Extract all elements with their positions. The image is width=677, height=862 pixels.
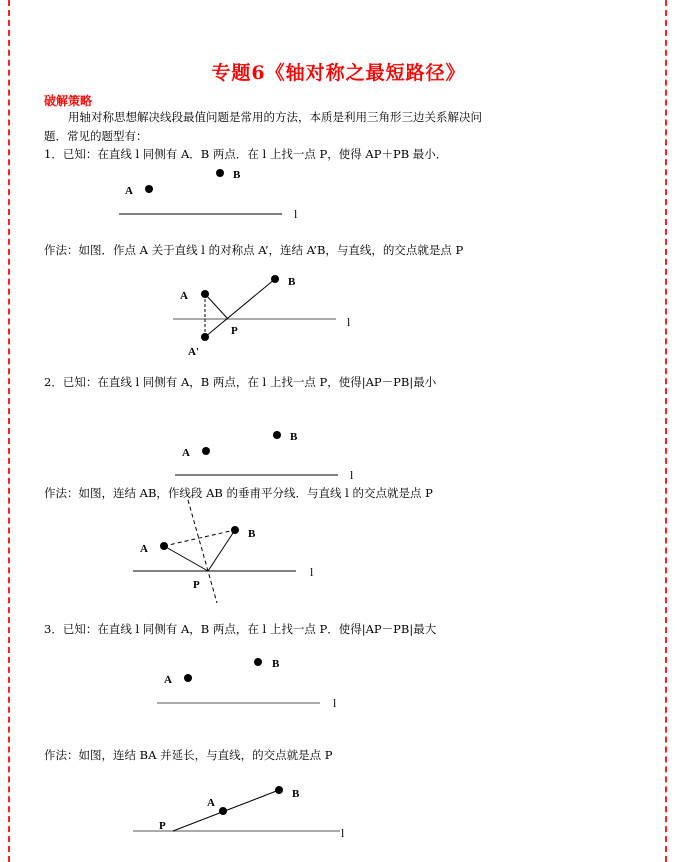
page-title: 专题6《轴对称之最短路径》 [211,62,466,84]
intro-line-2: 题．常见的题型有： [44,129,148,143]
svg-text:A: A [140,543,148,555]
svg-text:A': A' [188,346,199,358]
intro-line-1: 用轴对称思想解决线段最值问题是常用的方法，本质是利用三角形三边关系解决问 [68,110,482,124]
svg-text:A: A [180,290,188,302]
svg-text:P: P [231,325,238,337]
svg-text:l: l [347,315,351,329]
svg-text:l: l [341,826,345,840]
svg-text:A: A [125,185,133,197]
problem-1-statement: 1．已知：在直线 l 同侧有 A．B 两点．在 l 上找一点 P，使得 AP＋PB 最小． [44,147,448,161]
svg-text:B: B [290,431,298,443]
problem-3-method: 作法：如图，连结 BA 并延长，与直线，的交点就是点 P [44,748,333,762]
problem-1-method: 作法：如图．作点 A 关于直线 l 的对称点 A’，连结 A’B，与直线，的交点就是点 P [44,243,464,257]
figure-3-given [157,658,337,710]
svg-text:l: l [294,207,298,221]
svg-text:B: B [272,658,280,670]
figure-2-given [175,431,354,482]
problem-3-statement: 3．已知：在直线 l 同侧有 A，B 两点，在 l 上找一点 P．使得|AP－PB|最大 [44,622,437,636]
figure-1-solution [173,275,351,358]
figure-3-solution [133,786,345,840]
svg-text:P: P [159,820,166,832]
svg-text:A: A [207,797,215,809]
problem-2-statement: 2．已知：在直线 l 同侧有 A，B 两点，在 l 上找一点 P，使得|AP－PB|最小 [44,375,437,389]
svg-text:l: l [310,565,314,579]
section-heading: 破解策略 [44,94,93,108]
figure-2-solution [133,500,314,603]
svg-text:A: A [182,447,190,459]
figure-1-given [119,169,298,221]
svg-text:P: P [193,579,200,591]
svg-text:B: B [233,169,241,181]
svg-text:l: l [350,468,354,482]
svg-text:B: B [292,788,300,800]
svg-text:B: B [248,528,256,540]
svg-text:B: B [288,276,296,288]
svg-text:A: A [164,674,172,686]
problem-2-method: 作法：如图，连结 AB，作线段 AB 的垂甫平分线．与直线 l 的交点就是点 P [44,486,433,500]
svg-text:l: l [333,696,337,710]
